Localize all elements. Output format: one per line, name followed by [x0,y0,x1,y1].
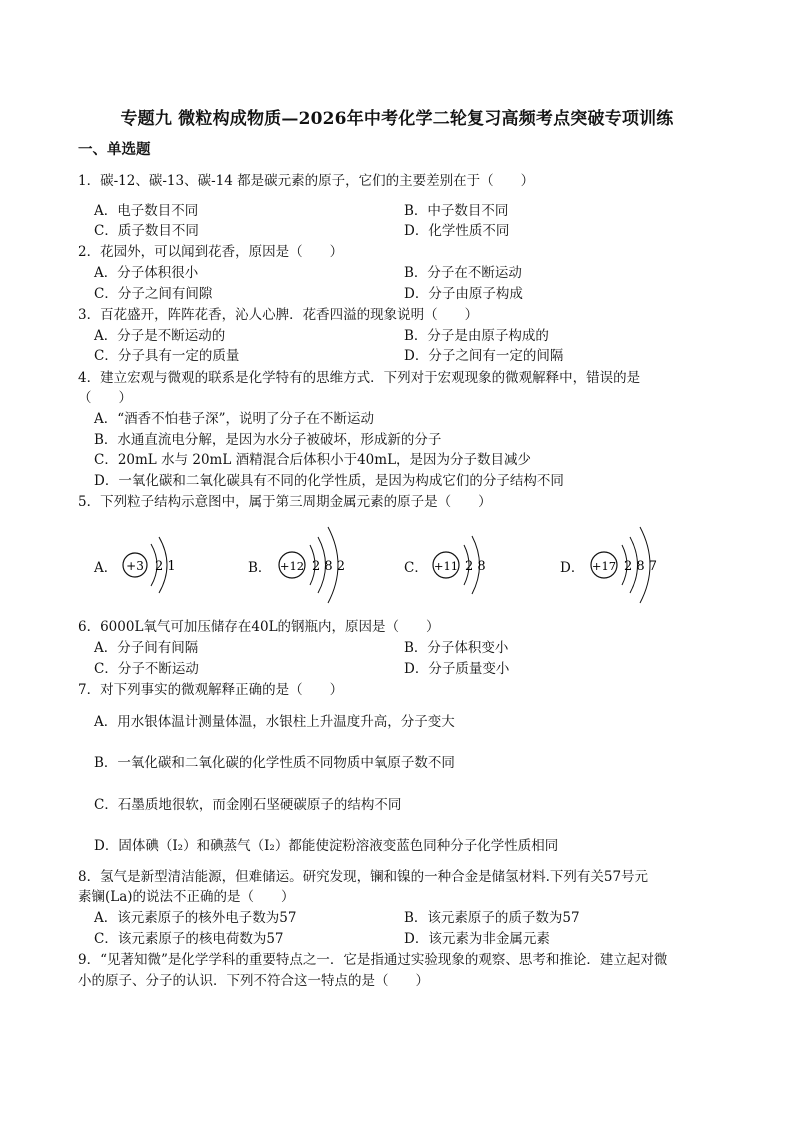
question-3-option-b[interactable]: B．分子是由原子构成的 [404,328,549,344]
atom-c-shells: 2 8 [465,559,486,574]
question-5-stem: 5．下列粒子结构示意图中，属于第三周期金属元素的原子是（ ） [78,494,492,510]
question-3-option-c[interactable]: C．分子具有一定的质量 [94,348,240,364]
question-6-option-d[interactable]: D．分子质量变小 [404,661,510,677]
atom-b-option[interactable]: B． [248,560,272,576]
question-7-option-a[interactable]: A．用水银体温计测量体温，水银柱上升温度升高，分子变大 [94,714,455,730]
question-7-option-c[interactable]: C．石墨质地很软，而金刚石坚硬碳原子的结构不同 [94,797,402,813]
question-2-stem: 2．花园外，可以闻到花香，原因是（ ） [78,244,344,260]
question-4-option-a[interactable]: A．“酒香不怕巷子深”，说明了分子在不断运动 [94,411,375,427]
question-6-option-b[interactable]: B．分子体积变小 [404,640,509,656]
question-4-option-c[interactable]: C．20mL 水与 20mL 酒精混合后体积小于40mL，是因为分子数目减少 [94,452,532,468]
question-2-option-d[interactable]: D．分子由原子构成 [404,286,523,302]
question-1-stem: 1．碳-12、碳-13、碳-14 都是碳元素的原子，它们的主要差别在于（ ） [78,173,535,189]
question-6-option-a[interactable]: A．分子间有间隔 [94,640,199,656]
atom-d-diagram [584,517,684,613]
question-7-option-b[interactable]: B．一氧化碳和二氧化碳的化学性质不同物质中氧原子数不同 [94,755,455,771]
question-8-option-b[interactable]: B．该元素原子的质子数为57 [404,910,580,926]
question-8-option-c[interactable]: C．该元素原子的核电荷数为57 [94,931,284,947]
question-8-stem: 8．氢气是新型清洁能源，但难储运。研究发现，镧和镍的一种合金是储氢材料.下列有关57号元 [78,869,649,885]
atom-b-diagram [272,517,372,613]
question-9-stem: 9．“见著知微”是化学学科的重要特点之一．它是指通过实验现象的观察、思考和推论．建立起对微 [78,952,668,968]
question-1-option-b[interactable]: B．中子数目不同 [404,203,509,219]
question-4-option-d[interactable]: D．一氧化碳和二氧化碳具有不同的化学性质，是因为构成它们的分子结构不同 [94,473,564,489]
question-1-option-a[interactable]: A．电子数目不同 [94,203,199,219]
atom-a-option[interactable]: A． [94,560,118,576]
atom-a-diagram [115,520,195,610]
question-7-stem: 7．对下列事实的微观解释正确的是（ ） [78,682,344,698]
atom-c-nucleus: +11 [433,559,459,573]
question-2-option-c[interactable]: C．分子之间有间隙 [94,286,213,302]
question-4-option-b[interactable]: B．水通直流电分解，是因为水分子被破坏，形成新的分子 [94,432,442,448]
question-6-option-c[interactable]: C．分子不断运动 [94,661,199,677]
question-4-stem: 4．建立宏观与微观的联系是化学特有的思维方式．下列对于宏观现象的微观解释中，错误的是 [78,370,641,386]
question-3-option-a[interactable]: A．分子是不断运动的 [94,328,226,344]
question-8-option-d[interactable]: D．该元素为非金属元素 [404,931,550,947]
question-7-option-d[interactable]: D．固体碘（I₂）和碘蒸气（I₂）都能使淀粉溶液变蓝色同种分子化学性质相同 [94,838,559,854]
atom-d-nucleus: +17 [591,559,617,573]
question-4-stem-cont: （ ） [78,390,132,406]
atom-c-option[interactable]: C． [404,560,428,576]
atom-d-option[interactable]: D． [560,560,585,576]
question-8-option-a[interactable]: A．该元素原子的核外电子数为57 [94,910,297,926]
question-9-stem-cont: 小的原子、分子的认识．下列不符合这一特点的是（ ） [78,973,429,989]
question-2-option-a[interactable]: A．分子体积很小 [94,265,199,281]
section-heading: 一、单选题 [78,141,151,158]
question-2-option-b[interactable]: B．分子在不断运动 [404,265,522,281]
question-8-stem-cont: 素镧(La)的说法不正确的是（ ） [78,889,295,905]
atom-a-shells: 2 1 [155,559,176,574]
atom-b-shells: 2 8 2 [312,559,346,574]
question-3-option-d[interactable]: D．分子之间有一定的间隔 [404,348,564,364]
question-3-stem: 3．百花盛开，阵阵花香，沁人心脾．花香四溢的现象说明（ ） [78,307,479,323]
atom-a-nucleus: +3 [126,559,144,573]
atom-d-shells: 2 8 7 [624,559,658,574]
atom-c-diagram [426,518,516,612]
atom-b-nucleus: +12 [279,559,305,573]
question-1-option-c[interactable]: C．质子数目不同 [94,223,199,239]
question-6-stem: 6．6000L氧气可加压储存在40L的钢瓶内，原因是（ ） [78,619,440,635]
question-1-option-d[interactable]: D．化学性质不同 [404,223,510,239]
page-title: 专题九 微粒构成物质—2026年中考化学二轮复习高频考点突破专项训练 [120,109,674,129]
